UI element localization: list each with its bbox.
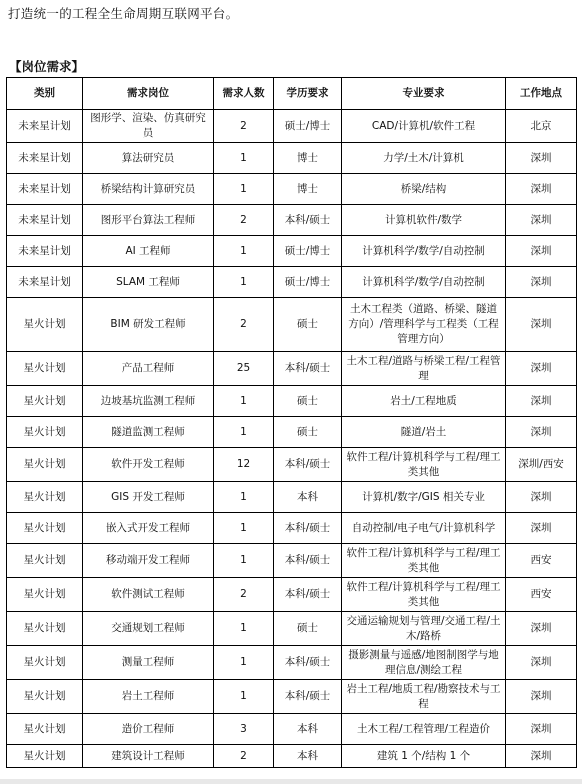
- cell-position: 软件开发工程师: [83, 448, 214, 482]
- header-education: 学历要求: [274, 78, 342, 110]
- cell-education: 本科: [274, 482, 342, 513]
- cell-category: 星火计划: [7, 646, 83, 680]
- table-row: [7, 646, 577, 680]
- cell-position: 建筑设计工程师: [83, 745, 214, 768]
- table-row: [7, 513, 577, 544]
- cell-major: 土木工程/工程管理/工程造价: [342, 714, 506, 745]
- cell-headcount: 1: [214, 417, 274, 448]
- cell-education: 硕士: [274, 298, 342, 352]
- cell-category: 未来星计划: [7, 236, 83, 267]
- cell-education: 本科/硕士: [274, 680, 342, 714]
- cell-headcount: 2: [214, 578, 274, 612]
- cell-position: 软件测试工程师: [83, 578, 214, 612]
- cell-headcount: 1: [214, 513, 274, 544]
- cell-education: 本科/硕士: [274, 205, 342, 236]
- cell-category: 未来星计划: [7, 205, 83, 236]
- cell-category: 星火计划: [7, 544, 83, 578]
- cell-major: 软件工程/计算机科学与工程/理工类其他: [342, 544, 506, 578]
- cell-category: 星火计划: [7, 745, 83, 768]
- cell-position: 隧道监测工程师: [83, 417, 214, 448]
- cell-position: 图形学、渲染、仿真研究员: [83, 110, 214, 143]
- cell-major: 软件工程/计算机科学与工程/理工类其他: [342, 578, 506, 612]
- cell-category: 未来星计划: [7, 267, 83, 298]
- cell-education: 硕士/博士: [274, 267, 342, 298]
- header-position: 需求岗位: [83, 78, 214, 110]
- cell-major: 土木工程/道路与桥梁工程/工程管理: [342, 352, 506, 386]
- table-row: [7, 110, 577, 143]
- cell-category: 星火计划: [7, 386, 83, 417]
- intro-text: 打造统一的工程全生命周期互联网平台。: [8, 6, 239, 21]
- cell-location: 北京: [506, 110, 577, 143]
- cell-education: 硕士: [274, 612, 342, 646]
- cell-headcount: 1: [214, 236, 274, 267]
- cell-education: 本科: [274, 714, 342, 745]
- page-bottom-bar: [0, 779, 582, 784]
- section-title: 【岗位需求】: [9, 59, 85, 74]
- cell-education: 硕士/博士: [274, 110, 342, 143]
- cell-major: 隧道/岩土: [342, 417, 506, 448]
- cell-education: 硕士: [274, 386, 342, 417]
- table-row: [7, 236, 577, 267]
- table-row: [7, 298, 577, 352]
- cell-headcount: 2: [214, 110, 274, 143]
- cell-position: 测量工程师: [83, 646, 214, 680]
- cell-major: 力学/土木/计算机: [342, 143, 506, 174]
- cell-education: 本科/硕士: [274, 513, 342, 544]
- cell-education: 博士: [274, 143, 342, 174]
- cell-headcount: 1: [214, 482, 274, 513]
- cell-major: 计算机科学/数学/自动控制: [342, 236, 506, 267]
- cell-location: 深圳: [506, 298, 577, 352]
- cell-category: 星火计划: [7, 482, 83, 513]
- cell-location: 深圳: [506, 386, 577, 417]
- job-requirements-table: [6, 77, 577, 768]
- header-category: 类别: [7, 78, 83, 110]
- cell-headcount: 1: [214, 646, 274, 680]
- table-row: [7, 714, 577, 745]
- header-headcount: 需求人数: [214, 78, 274, 110]
- cell-headcount: 3: [214, 714, 274, 745]
- cell-education: 本科/硕士: [274, 646, 342, 680]
- cell-education: 本科/硕士: [274, 578, 342, 612]
- table-row: [7, 417, 577, 448]
- table-row: [7, 386, 577, 417]
- cell-location: 深圳: [506, 680, 577, 714]
- cell-major: 计算机软件/数学: [342, 205, 506, 236]
- cell-position: AI 工程师: [83, 236, 214, 267]
- cell-major: 岩土工程/地质工程/勘察技术与工程: [342, 680, 506, 714]
- cell-major: 自动控制/电子电气/计算机科学: [342, 513, 506, 544]
- cell-position: 边坡基坑监测工程师: [83, 386, 214, 417]
- cell-headcount: 1: [214, 386, 274, 417]
- cell-education: 本科: [274, 745, 342, 768]
- cell-headcount: 12: [214, 448, 274, 482]
- cell-category: 星火计划: [7, 513, 83, 544]
- cell-position: 图形平台算法工程师: [83, 205, 214, 236]
- cell-major: CAD/计算机/软件工程: [342, 110, 506, 143]
- table-row: [7, 482, 577, 513]
- cell-location: 深圳: [506, 174, 577, 205]
- cell-category: 星火计划: [7, 352, 83, 386]
- cell-location: 深圳: [506, 267, 577, 298]
- table-row: [7, 143, 577, 174]
- cell-category: 星火计划: [7, 680, 83, 714]
- table-row: [7, 448, 577, 482]
- cell-education: 本科/硕士: [274, 544, 342, 578]
- cell-location: 深圳: [506, 612, 577, 646]
- cell-major: 计算机科学/数学/自动控制: [342, 267, 506, 298]
- cell-position: 造价工程师: [83, 714, 214, 745]
- table-row: [7, 680, 577, 714]
- cell-education: 博士: [274, 174, 342, 205]
- cell-major: 桥梁/结构: [342, 174, 506, 205]
- cell-category: 未来星计划: [7, 143, 83, 174]
- cell-headcount: 2: [214, 298, 274, 352]
- cell-category: 星火计划: [7, 448, 83, 482]
- cell-location: 深圳: [506, 236, 577, 267]
- cell-position: 岩土工程师: [83, 680, 214, 714]
- cell-location: 深圳: [506, 143, 577, 174]
- table-row: [7, 745, 577, 768]
- cell-location: 深圳: [506, 205, 577, 236]
- table-row: [7, 174, 577, 205]
- cell-headcount: 1: [214, 612, 274, 646]
- cell-education: 硕士: [274, 417, 342, 448]
- table-row: [7, 205, 577, 236]
- table-row: [7, 267, 577, 298]
- cell-major: 摄影测量与遥感/地图制图学与地理信息/测绘工程: [342, 646, 506, 680]
- cell-location: 深圳: [506, 352, 577, 386]
- cell-position: 算法研究员: [83, 143, 214, 174]
- cell-headcount: 1: [214, 544, 274, 578]
- cell-position: 桥梁结构计算研究员: [83, 174, 214, 205]
- table-row: [7, 544, 577, 578]
- cell-location: 深圳: [506, 482, 577, 513]
- cell-location: 深圳: [506, 745, 577, 768]
- cell-education: 本科/硕士: [274, 448, 342, 482]
- cell-category: 星火计划: [7, 417, 83, 448]
- cell-major: 建筑 1 个/结构 1 个: [342, 745, 506, 768]
- cell-position: 交通规划工程师: [83, 612, 214, 646]
- cell-headcount: 25: [214, 352, 274, 386]
- cell-major: 软件工程/计算机科学与工程/理工类其他: [342, 448, 506, 482]
- cell-major: 土木工程类（道路、桥梁、隧道方向）/管理科学与工程类（工程管理方向）: [342, 298, 506, 352]
- cell-position: SLAM 工程师: [83, 267, 214, 298]
- table-row: [7, 612, 577, 646]
- cell-headcount: 1: [214, 267, 274, 298]
- cell-education: 硕士/博士: [274, 236, 342, 267]
- header-location: 工作地点: [506, 78, 577, 110]
- cell-category: 星火计划: [7, 578, 83, 612]
- cell-category: 未来星计划: [7, 174, 83, 205]
- cell-position: GIS 开发工程师: [83, 482, 214, 513]
- cell-location: 深圳/西安: [506, 448, 577, 482]
- cell-major: 交通运输规划与管理/交通工程/土木/路桥: [342, 612, 506, 646]
- cell-location: 深圳: [506, 513, 577, 544]
- cell-headcount: 1: [214, 143, 274, 174]
- cell-headcount: 2: [214, 205, 274, 236]
- table-header-row: [7, 78, 577, 110]
- cell-category: 星火计划: [7, 612, 83, 646]
- cell-position: 产品工程师: [83, 352, 214, 386]
- table-row: [7, 352, 577, 386]
- cell-location: 西安: [506, 544, 577, 578]
- table-row: [7, 578, 577, 612]
- cell-location: 深圳: [506, 714, 577, 745]
- cell-location: 深圳: [506, 646, 577, 680]
- cell-category: 星火计划: [7, 714, 83, 745]
- cell-position: 嵌入式开发工程师: [83, 513, 214, 544]
- cell-category: 星火计划: [7, 298, 83, 352]
- cell-location: 深圳: [506, 417, 577, 448]
- cell-major: 计算机/数字/GIS 相关专业: [342, 482, 506, 513]
- cell-headcount: 1: [214, 680, 274, 714]
- cell-headcount: 2: [214, 745, 274, 768]
- header-major: 专业要求: [342, 78, 506, 110]
- cell-position: BIM 研发工程师: [83, 298, 214, 352]
- cell-major: 岩土/工程地质: [342, 386, 506, 417]
- cell-position: 移动端开发工程师: [83, 544, 214, 578]
- cell-headcount: 1: [214, 174, 274, 205]
- cell-location: 西安: [506, 578, 577, 612]
- cell-category: 未来星计划: [7, 110, 83, 143]
- cell-education: 本科/硕士: [274, 352, 342, 386]
